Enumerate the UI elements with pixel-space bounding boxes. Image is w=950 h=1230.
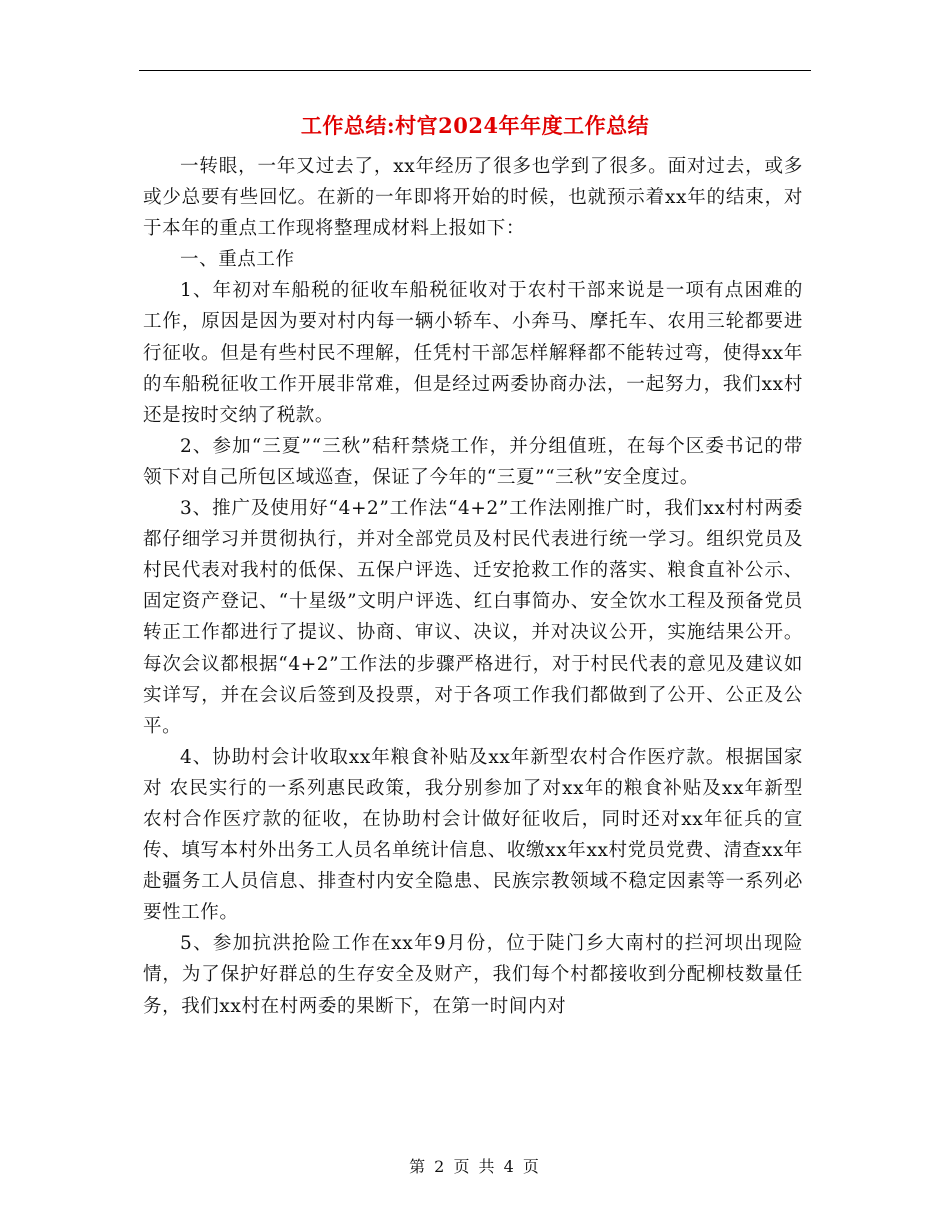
paragraph-item-5: 5、参加抗洪抢险工作在xx年9月份，位于陡门乡大南村的拦河坝出现险情，为了保护好群总的生存安全及财产，我们每个村都接收到分配柳枝数量任务，我们xx村在村两委的果断下，在第一时间内对 — [143, 933, 803, 1017]
paragraph-item-4: 4、协助村会计收取xx年粮食补贴及xx年新型农村合作医疗款。根据国家对 农民实行的一系列惠民政策，我分别参加了对xx年的粮食补贴及xx年新型农村合作医疗款的征收，在协助村会计做好征收后，同时还对xx年征兵的宣传、填写本村外出务工人员名单统计信息、收缴xx年xx村党员党费、清查xx年赴疆务工人员信息、排查村内安全隐患、民族宗教领域不稳定因素等一系列必要性工作。 — [143, 746, 803, 924]
header-rule — [139, 70, 811, 71]
document-body — [143, 151, 803, 1022]
page-number-footer: 第 2 页 共 4 页 — [409, 1157, 541, 1176]
section-heading-key-work: 一、重点工作 — [180, 249, 295, 271]
paragraph-item-3: 3、推广及使用好“4+2”工作法“4+2”工作法刚推广时，我们xx村村两委都仔细学习并贯彻执行，并对全部党员及村民代表进行统一学习。组织党员及村民代表对我村的低保、五保户评选、迁安抢救工作的落实、粮食直补公示、固定资产登记、“十星级”文明户评选、红白事简办、安全饮水工程及预备党员转正工作都进行了提议、协商、审议、决议，并对决议公开，实施结果公开。每次会议都根据“4+2”工作法的步骤严格进行，对于村民代表的意见及建议如实详写，并在会议后签到及投票，对于各项工作我们都做到了公开、公正及公平。 — [143, 498, 803, 737]
paragraph-intro: 一转眼，一年又过去了，xx年经历了很多也学到了很多。面对过去，或多或少总要有些回忆。在新的一年即将开始的时候，也就预示着xx年的结束，对于本年的重点工作现将整理成材料上报如下： — [143, 156, 803, 240]
paragraph-item-1: 1、年初对车船税的征收车船税征收对于农村干部来说是一项有点困难的工作，原因是因为要对村内每一辆小轿车、小奔马、摩托车、农用三轮都要进行征收。但是有些村民不理解，任凭村干部怎样解释都不能转过弯，使得xx年的车船税征收工作开展非常难，但是经过两委协商办法，一起努力，我们xx村还是按时交纳了税款。 — [143, 280, 803, 426]
paragraph-item-2: 2、参加“三夏”“三秋”秸秆禁烧工作，并分组值班，在每个区委书记的带领下对自己所包区域巡查，保证了今年的“三夏”“三秋”安全度过。 — [143, 435, 803, 488]
document-title: 工作总结:村官2024年年度工作总结 — [300, 113, 650, 138]
